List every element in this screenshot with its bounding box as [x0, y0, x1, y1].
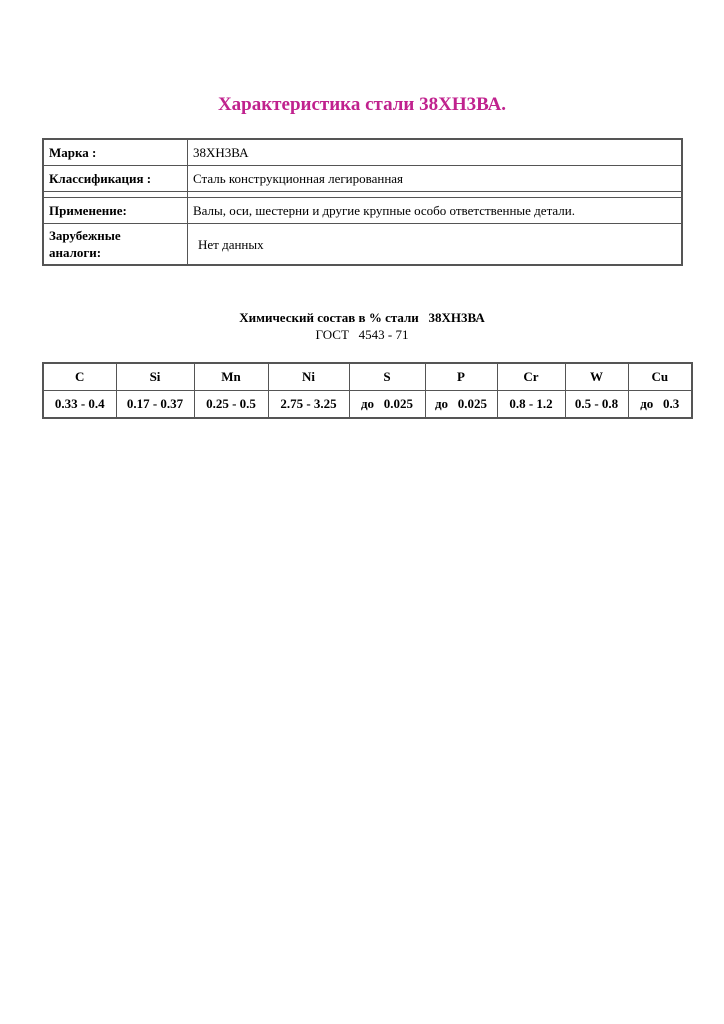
usage-label: Применение:: [43, 198, 188, 224]
element-value: до 0.025: [349, 391, 425, 419]
element-header: W: [565, 363, 628, 391]
properties-table: [42, 138, 683, 266]
chemistry-header-row: [43, 363, 692, 391]
element-header: Cr: [497, 363, 565, 391]
grade-label: Марка :: [43, 139, 188, 166]
page-title: Характеристика стали 38ХН3ВА.: [217, 94, 507, 115]
element-value: 2.75 - 3.25: [268, 391, 349, 419]
analogs-label-line2: аналоги:: [49, 245, 102, 260]
element-value: 0.33 - 0.4: [43, 391, 116, 419]
element-value: до 0.3: [628, 391, 692, 419]
element-header: Ni: [268, 363, 349, 391]
element-value: 0.5 - 0.8: [565, 391, 628, 419]
chemistry-standard: ГОСТ 4543 - 71: [315, 327, 409, 342]
element-header: C: [43, 363, 116, 391]
usage-value: Валы, оси, шестерни и другие крупные особо ответственные детали.: [188, 198, 683, 224]
table-row: [43, 166, 682, 192]
chemistry-value-row: [43, 391, 692, 419]
table-row: [43, 224, 682, 266]
element-value: 0.17 - 0.37: [116, 391, 194, 419]
element-header: Cu: [628, 363, 692, 391]
chemistry-title: Химический состав в % стали 38ХН3ВА: [239, 310, 485, 325]
analogs-label-line1: Зарубежные: [49, 228, 121, 243]
element-header: S: [349, 363, 425, 391]
element-header: P: [425, 363, 497, 391]
element-header: Si: [116, 363, 194, 391]
analogs-label: [43, 224, 188, 266]
classification-value: Сталь конструкционная легированная: [188, 166, 683, 192]
table-row: [43, 198, 682, 224]
analogs-value: Нет данных: [188, 224, 683, 266]
grade-value: 38ХН3ВА: [188, 139, 683, 166]
chemistry-table: [42, 362, 693, 419]
element-value: 0.8 - 1.2: [497, 391, 565, 419]
classification-label: Классификация :: [43, 166, 188, 192]
element-header: Mn: [194, 363, 268, 391]
element-value: 0.25 - 0.5: [194, 391, 268, 419]
table-row: [43, 139, 682, 166]
element-value: до 0.025: [425, 391, 497, 419]
